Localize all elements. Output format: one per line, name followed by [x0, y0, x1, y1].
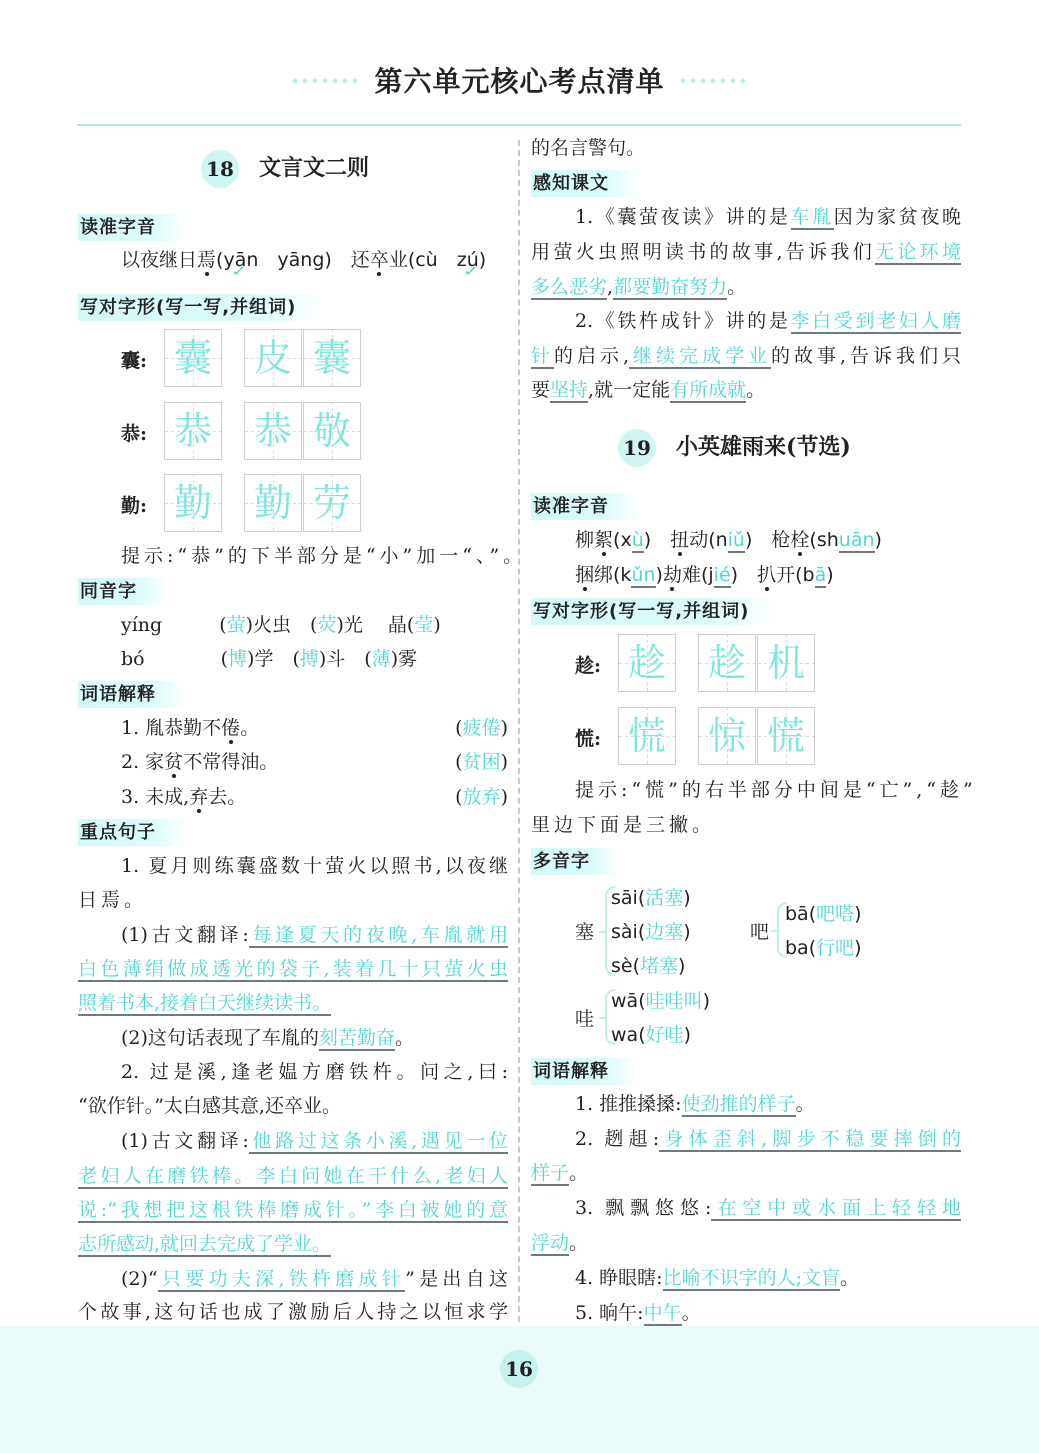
text-segment: 。 — [681, 1302, 701, 1324]
text-segment: (1)古文翻译: — [121, 924, 249, 946]
underlined-answer: 比喻不识字的人;文盲 — [662, 1267, 840, 1289]
target-character-label: 囊: — [121, 350, 148, 372]
emphasized-char: 扒 — [757, 564, 777, 586]
answer: 边塞 — [645, 921, 684, 943]
definition-answer — [455, 749, 508, 775]
underlined-answer: 无论环境 — [875, 241, 961, 263]
checked-pinyin-letter: ú ✓ — [467, 249, 479, 271]
writing-cell: 囊 — [164, 329, 222, 387]
text-segment: ,就一定能 — [588, 379, 671, 401]
checked-pinyin-letter: ā ✓ — [235, 249, 247, 271]
emphasized-char: 贫 — [164, 751, 184, 773]
column-divider — [518, 140, 520, 1322]
text-segment: ) — [730, 564, 758, 586]
text-segment: ) — [655, 564, 663, 586]
answer-text: 薄 — [371, 648, 391, 670]
text-segment: , — [607, 276, 614, 298]
section-header: 读准字音 — [78, 214, 186, 241]
underlined-answer: 坚持 — [550, 379, 589, 401]
writing-cell: 勤 — [164, 474, 222, 532]
text-line — [78, 1299, 508, 1325]
word-cell: 囊 — [303, 329, 361, 387]
text-segment: 3. 未成, — [121, 786, 190, 808]
text-line — [531, 239, 961, 265]
pinyin: sāi — [611, 887, 638, 909]
text-segment: 提示:“恭”的下半部分是“小”加一“、”。 — [121, 545, 527, 567]
text-segment: 绑(k — [594, 564, 632, 586]
paren: ) — [500, 751, 508, 773]
text-line — [531, 274, 961, 300]
text-line — [78, 1197, 508, 1223]
text-line — [121, 543, 527, 569]
text-line — [78, 1093, 508, 1119]
underlined-answer: 照着书本,接着白天继续读书。 — [78, 992, 332, 1014]
word-cell: 惊 — [698, 707, 756, 765]
polyphone-reading: wā(哇哇叫) — [611, 990, 711, 1012]
polyphone-reading: sāi(活塞) — [611, 887, 691, 909]
character-writing-row — [575, 707, 875, 767]
paren: ( — [455, 786, 463, 808]
answer-text: 荧 — [317, 614, 337, 636]
paren: ( — [455, 717, 463, 739]
section-header: 词语解释 — [78, 681, 186, 708]
text-segment: 提示:“慌”的右半部分中间是“亡”,“趁” — [575, 779, 977, 801]
text-line — [575, 777, 977, 803]
text-segment: 个故事,这句话也成了激励后人持之以恒求学 — [78, 1301, 508, 1323]
answer-pinyin: uān — [838, 529, 875, 551]
underlined-answer: 多么恶劣 — [531, 276, 608, 298]
word-cell: 敬 — [303, 402, 361, 460]
writing-cell: 恭 — [164, 402, 222, 460]
text-line — [575, 1300, 961, 1326]
text-line — [121, 922, 508, 948]
text-line — [121, 1128, 508, 1154]
text-line — [121, 1266, 508, 1292]
text-line — [78, 1163, 508, 1189]
text-segment: ) 枪 — [744, 529, 791, 551]
text-segment: (y — [216, 249, 235, 271]
text-segment: 3. 飘飘悠悠: — [575, 1197, 712, 1219]
word-definition-line — [121, 749, 508, 775]
text-segment: 以夜继日 — [121, 249, 198, 271]
text-segment: 。 — [240, 717, 260, 739]
text-segment: 2. 趔趄: — [575, 1128, 660, 1150]
section-header: 多音字 — [531, 848, 620, 875]
text-segment: (1)古文翻译: — [121, 1130, 249, 1152]
emphasized-char: 劫 — [662, 564, 682, 586]
paren: ) — [500, 717, 508, 739]
underlined-answer: 在空中或水面上轻轻地 — [711, 1197, 961, 1219]
lesson-title — [618, 427, 851, 467]
footer-band — [0, 1326, 1039, 1453]
text-segment: 不常得油。 — [183, 751, 279, 773]
text-segment: 1. 夏月则练囊盛数十萤火以照书,以夜继 — [121, 855, 508, 877]
text-segment: 。 — [569, 1232, 589, 1254]
text-segment: 动(n — [689, 529, 728, 551]
text-segment: (sh — [809, 529, 839, 551]
target-character-label: 恭: — [121, 423, 148, 445]
text-line — [575, 1126, 961, 1152]
text-segment: 。 — [795, 1093, 815, 1115]
text-segment: 。 — [839, 1267, 859, 1289]
text-segment: 的名言警句。 — [531, 137, 646, 159]
text-segment: ) — [643, 529, 671, 551]
polyphone-reading: wa(好哇) — [611, 1024, 692, 1046]
text-segment: ) — [874, 529, 882, 551]
underlined-answer: 车胤 — [790, 206, 834, 228]
text-line — [78, 1231, 508, 1257]
text-line — [575, 1265, 961, 1291]
text-line — [531, 1160, 961, 1186]
underlined-answer: 使劲推的样子 — [681, 1093, 796, 1115]
emphasized-char: 捆 — [575, 564, 595, 586]
text-segment: 业(cù z — [388, 249, 467, 271]
text-segment: 日焉。 — [78, 889, 148, 911]
emphasized-char: 栓 — [790, 529, 810, 551]
section-header: 词语解释 — [531, 1058, 639, 1085]
pinyin: wā — [611, 990, 639, 1012]
underlined-answer: 身体歪斜,脚步不稳要摔倒的 — [659, 1128, 961, 1150]
underlined-answer: 样子 — [531, 1162, 570, 1184]
text-segment: bó ( — [121, 648, 229, 670]
target-character-label: 趁: — [575, 655, 602, 677]
text-segment: yíng ( — [121, 614, 227, 636]
section-header: 写对字形(写一写,并组词) — [531, 598, 779, 625]
text-segment: 1. 胤恭勤不 — [121, 717, 222, 739]
emphasized-char: 扭 — [670, 529, 690, 551]
text-line — [575, 527, 961, 553]
text-segment: )火虫 ( — [245, 614, 318, 636]
pinyin: wa — [611, 1024, 639, 1046]
text-line — [121, 853, 508, 879]
underlined-answer: 针 — [531, 345, 554, 367]
text-segment: n yāng) 还 — [246, 249, 370, 271]
text-segment: 。 — [394, 1027, 414, 1049]
word-cell: 慌 — [757, 707, 815, 765]
text-segment: 的启示, — [554, 345, 630, 367]
writing-cell: 慌 — [618, 707, 676, 765]
character-writing-row — [575, 634, 875, 694]
text-line — [78, 956, 508, 982]
text-line — [78, 990, 508, 1016]
answer: 行吧 — [816, 937, 855, 959]
answer: 哇哇叫 — [645, 990, 703, 1012]
answer-text: 博 — [228, 648, 248, 670]
underlined-answer: 每逢夏天的夜晚,车胤就用 — [248, 924, 508, 946]
pinyin: ba — [785, 937, 809, 959]
polyphone-char: 哇 — [575, 1008, 595, 1030]
lesson-title — [201, 148, 369, 188]
answer-text: 搏 — [299, 648, 319, 670]
target-character-label: 慌: — [575, 728, 602, 750]
text-line — [121, 1025, 508, 1051]
text-line — [121, 247, 508, 273]
character-writing-row — [121, 474, 421, 534]
section-header: 重点句子 — [78, 819, 186, 846]
text-segment: ) — [826, 564, 834, 586]
answer-pinyin: iǔ — [727, 529, 745, 551]
polyphone-reading: bā(吧嗒) — [785, 903, 862, 925]
text-segment: 1.《囊萤夜读》讲的是 — [575, 206, 791, 228]
answer-pinyin: ā — [814, 564, 827, 586]
definition-answer — [455, 784, 508, 810]
underlined-answer: 浮动 — [531, 1232, 570, 1254]
word-definition-line — [121, 784, 508, 810]
paren: ) — [500, 786, 508, 808]
text-line — [575, 1091, 961, 1117]
text-segment: 4. 睁眼瞎: — [575, 1267, 663, 1289]
text-line — [121, 646, 508, 672]
text-segment: ) — [478, 249, 487, 271]
emphasized-char: 絮 — [594, 529, 614, 551]
text-segment: 5. 晌午: — [575, 1302, 644, 1324]
word-definition-line — [121, 715, 508, 741]
answer-pinyin: ǔn — [631, 564, 656, 586]
underlined-answer: 都要勤奋努力 — [613, 276, 728, 298]
word-cell: 趁 — [698, 634, 756, 692]
text-segment: ”是出自这 — [405, 1268, 509, 1290]
text-segment: 难(j — [681, 564, 714, 586]
section-header: 同音字 — [78, 578, 167, 605]
text-segment: 2. 家 — [121, 751, 165, 773]
text-segment: )斗 ( — [318, 648, 372, 670]
lesson-name: 小英雄雨来(节选) — [676, 434, 851, 460]
answer: 活塞 — [645, 887, 684, 909]
pinyin: sài — [611, 921, 638, 943]
polyphone-reading: sài(边塞) — [611, 921, 691, 943]
underlined-answer: 有所成就 — [670, 379, 747, 401]
character-writing-row — [121, 329, 421, 389]
polyphone-reading: sè(堵塞) — [611, 955, 686, 977]
underlined-answer: 老妇人在磨铁棒。李白问她在干什么,老妇人 — [78, 1165, 508, 1187]
writing-cell: 趁 — [618, 634, 676, 692]
text-segment: 去。 — [208, 786, 247, 808]
emphasized-char: 弃 — [189, 786, 209, 808]
text-line — [78, 887, 508, 913]
underlined-answer: 中午 — [643, 1302, 682, 1324]
text-segment: 里边下面是三撇。 — [531, 814, 716, 836]
answer-text: 贫困 — [462, 751, 501, 773]
text-line — [531, 343, 961, 369]
polyphone-char: 塞 — [575, 921, 595, 943]
underlined-answer: 继续完成学业 — [629, 345, 771, 367]
section-header: 读准字音 — [531, 493, 639, 520]
answer-pinyin: ié — [713, 564, 731, 586]
underlined-answer: 白色薄绢做成透光的袋子,装着几十只萤火虫 — [78, 958, 508, 980]
answer-text: 萤 — [226, 614, 246, 636]
definition-answer — [455, 715, 508, 741]
text-line — [575, 308, 961, 334]
target-character-label: 勤: — [121, 495, 148, 517]
text-segment: (x — [613, 529, 632, 551]
text-line — [575, 204, 961, 230]
paren: ( — [455, 751, 463, 773]
text-line — [575, 562, 961, 588]
word-cell: 恭 — [244, 402, 302, 460]
text-segment: 。 — [746, 379, 766, 401]
answer-text: 莹 — [414, 614, 434, 636]
text-segment: 开(b — [776, 564, 815, 586]
answer: 好哇 — [645, 1024, 684, 1046]
text-segment: ) — [433, 614, 441, 636]
word-cell: 劳 — [303, 474, 361, 532]
word-cell: 皮 — [244, 329, 302, 387]
word-cell: 勤 — [244, 474, 302, 532]
emphasized-char: 倦 — [221, 717, 241, 739]
page-title: 第六单元核心考点清单 — [374, 65, 665, 98]
text-segment: )雾 — [390, 648, 418, 670]
text-segment: (2)这句话表现了车胤的 — [121, 1027, 319, 1049]
text-line — [531, 377, 961, 403]
text-line — [121, 1059, 508, 1085]
underlined-answer: 志所感动,就回去完成了学业。 — [78, 1233, 332, 1255]
section-header: 感知课文 — [531, 170, 639, 197]
polyphone-char: 吧 — [750, 921, 770, 943]
answer-text: 放弃 — [462, 786, 501, 808]
underlined-answer: 说:“我想把这根铁棒磨成针。”李白被她的意 — [78, 1199, 508, 1221]
text-segment: 因为家贫夜晚 — [833, 206, 961, 228]
text-segment: 1. 推推搡搡: — [575, 1093, 682, 1115]
page-number: 16 — [500, 1350, 538, 1388]
character-writing-row — [121, 402, 421, 462]
answer-pinyin: ù — [631, 529, 644, 551]
text-line — [531, 812, 961, 838]
answer: 吧嗒 — [816, 903, 855, 925]
text-segment: 2.《铁杵成针》讲的是 — [575, 310, 791, 332]
underlined-answer: 李白受到老妇人磨 — [790, 310, 961, 332]
answer-text: 疲倦 — [462, 717, 501, 739]
text-segment: 2. 过是溪,逢老媪方磨铁杵。问之,曰: — [121, 1061, 508, 1083]
underlined-answer: 刻苦勤奋 — [318, 1027, 395, 1049]
text-segment: 。 — [727, 276, 747, 298]
text-line — [531, 135, 961, 161]
answer: 堵塞 — [640, 955, 679, 977]
text-segment: )光 晶( — [336, 614, 415, 636]
text-segment: (2)“ — [121, 1268, 158, 1290]
text-segment: 柳 — [575, 529, 595, 551]
text-segment: “欲作针。”太白感其意,还卒业。 — [78, 1095, 341, 1117]
underlined-answer: 只要功夫深,铁杵磨成针 — [157, 1268, 406, 1290]
polyphone-reading: ba(行吧) — [785, 937, 862, 959]
text-line — [575, 1195, 961, 1221]
lesson-name: 文言文二则 — [259, 155, 370, 181]
text-segment: 的故事,告诉我们只 — [771, 345, 961, 367]
underlined-answer: 他路过这条小溪,遇见一位 — [248, 1130, 508, 1152]
text-segment: 用萤火虫照明读书的故事,告诉我们 — [531, 241, 876, 263]
emphasized-char: 卒 — [369, 249, 389, 271]
section-header: 写对字形(写一写,并组词) — [78, 294, 326, 321]
text-line — [121, 612, 508, 638]
text-segment: )学 ( — [247, 648, 300, 670]
text-segment: 要 — [531, 379, 551, 401]
text-segment: 。 — [569, 1162, 589, 1184]
word-cell: 机 — [757, 634, 815, 692]
title-rule — [77, 124, 961, 126]
emphasized-char: 焉 — [197, 249, 217, 271]
lesson-number-badge: 19 — [618, 429, 656, 467]
pinyin: bā — [785, 903, 809, 925]
pinyin: sè — [611, 955, 633, 977]
text-line — [531, 1230, 961, 1256]
lesson-number-badge: 18 — [201, 150, 239, 188]
